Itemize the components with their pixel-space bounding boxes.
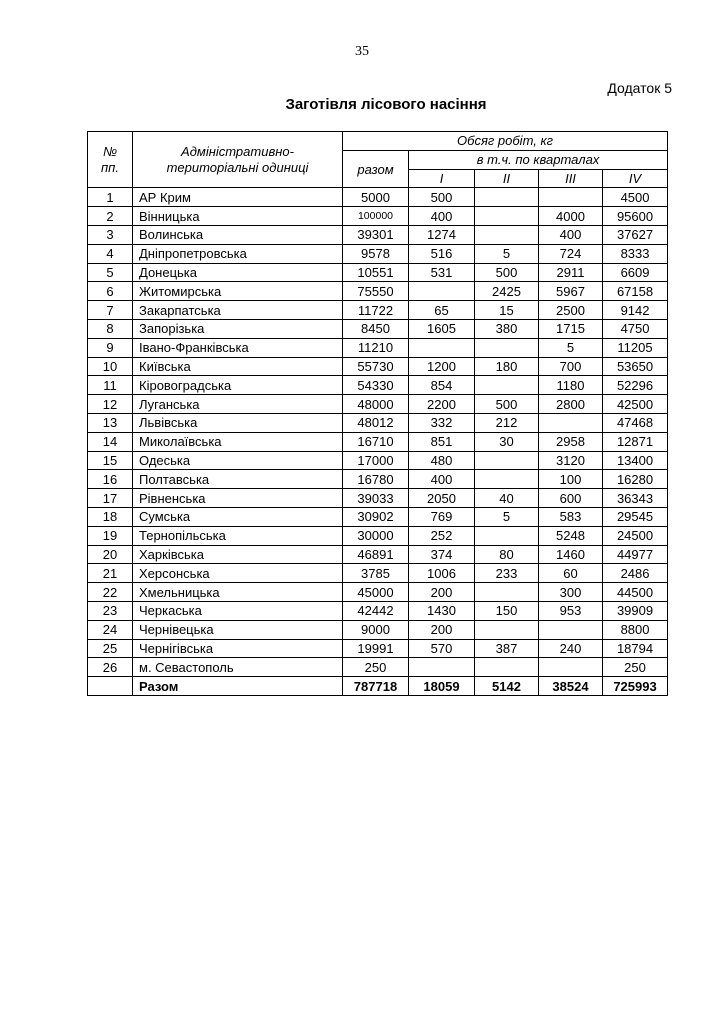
row-q3 <box>539 413 603 432</box>
row-q2: 2425 <box>475 282 539 301</box>
row-q1: 400 <box>409 470 475 489</box>
row-q3: 5 <box>539 338 603 357</box>
row-total: 46891 <box>343 545 409 564</box>
row-region: Чернігівська <box>133 639 343 658</box>
row-num: 10 <box>88 357 133 376</box>
row-q4: 36343 <box>603 489 668 508</box>
row-q1: 200 <box>409 583 475 602</box>
total-row <box>88 677 668 696</box>
row-num: 4 <box>88 244 133 263</box>
row-q3: 5248 <box>539 526 603 545</box>
row-q2 <box>475 188 539 207</box>
row-total: 75550 <box>343 282 409 301</box>
row-q4: 95600 <box>603 207 668 226</box>
total-total: 787718 <box>343 677 409 696</box>
table-row <box>88 263 668 282</box>
row-q4: 18794 <box>603 639 668 658</box>
row-q1: 516 <box>409 244 475 263</box>
row-num: 13 <box>88 413 133 432</box>
row-q4: 4750 <box>603 319 668 338</box>
row-num: 15 <box>88 451 133 470</box>
row-region: Дніпропетровська <box>133 244 343 263</box>
row-q3: 1460 <box>539 545 603 564</box>
table-row <box>88 376 668 395</box>
row-q4: 37627 <box>603 225 668 244</box>
row-q4: 12871 <box>603 432 668 451</box>
row-q4: 8333 <box>603 244 668 263</box>
table-row <box>88 319 668 338</box>
document-title: Заготівля лісового насіння <box>285 96 487 113</box>
row-q1: 1605 <box>409 319 475 338</box>
row-num: 26 <box>88 658 133 677</box>
row-q1: 769 <box>409 507 475 526</box>
header-unit-line1: Адміністративно- <box>181 143 294 159</box>
row-q4: 4500 <box>603 188 668 207</box>
row-num: 5 <box>88 263 133 282</box>
row-q3: 1715 <box>539 319 603 338</box>
row-q4: 67158 <box>603 282 668 301</box>
row-q3: 2958 <box>539 432 603 451</box>
row-q3: 300 <box>539 583 603 602</box>
row-q2: 500 <box>475 395 539 414</box>
row-q1: 400 <box>409 207 475 226</box>
row-q1: 851 <box>409 432 475 451</box>
row-region: Тернопільська <box>133 526 343 545</box>
row-q4: 52296 <box>603 376 668 395</box>
row-q3: 400 <box>539 225 603 244</box>
row-q2 <box>475 658 539 677</box>
table-row <box>88 207 668 226</box>
table-body <box>88 188 668 696</box>
table-row <box>88 526 668 545</box>
row-num: 3 <box>88 225 133 244</box>
total-q1: 18059 <box>409 677 475 696</box>
row-num: 11 <box>88 376 133 395</box>
row-total: 10551 <box>343 263 409 282</box>
row-num: 1 <box>88 188 133 207</box>
row-q3: 600 <box>539 489 603 508</box>
row-num: 9 <box>88 338 133 357</box>
table-row <box>88 507 668 526</box>
table-row <box>88 545 668 564</box>
row-q4: 11205 <box>603 338 668 357</box>
row-num: 18 <box>88 507 133 526</box>
row-q4: 53650 <box>603 357 668 376</box>
header-unit-line2: територіальні одиниці <box>166 159 309 175</box>
page-number: 35 <box>355 44 369 59</box>
row-total: 8450 <box>343 319 409 338</box>
row-region: Хмельницька <box>133 583 343 602</box>
row-q4: 13400 <box>603 451 668 470</box>
table-row <box>88 489 668 508</box>
row-region: Херсонська <box>133 564 343 583</box>
row-num: 8 <box>88 319 133 338</box>
header-quarters: в т.ч. по кварталах <box>409 150 668 169</box>
row-q2: 150 <box>475 601 539 620</box>
table-row <box>88 188 668 207</box>
table-row <box>88 639 668 658</box>
row-region: АР Крим <box>133 188 343 207</box>
header-volume: Обсяг робіт, кг <box>343 132 668 151</box>
row-q2: 15 <box>475 301 539 320</box>
table-row <box>88 620 668 639</box>
row-q1: 480 <box>409 451 475 470</box>
appendix-label: Додаток 5 <box>607 80 672 96</box>
row-num: 6 <box>88 282 133 301</box>
header-num-line2: пп. <box>101 159 119 175</box>
table-row <box>88 338 668 357</box>
row-q1: 1006 <box>409 564 475 583</box>
row-q2: 380 <box>475 319 539 338</box>
total-label: Разом <box>133 677 343 696</box>
row-q1: 854 <box>409 376 475 395</box>
row-total: 48012 <box>343 413 409 432</box>
row-region: Волинська <box>133 225 343 244</box>
row-region: Миколаївська <box>133 432 343 451</box>
row-total: 39301 <box>343 225 409 244</box>
row-q2: 5 <box>475 507 539 526</box>
row-q4: 42500 <box>603 395 668 414</box>
row-q4: 16280 <box>603 470 668 489</box>
row-q2: 80 <box>475 545 539 564</box>
row-q1: 65 <box>409 301 475 320</box>
row-q2 <box>475 225 539 244</box>
row-q2: 40 <box>475 489 539 508</box>
row-q3: 240 <box>539 639 603 658</box>
row-q4: 2486 <box>603 564 668 583</box>
row-q2 <box>475 583 539 602</box>
row-num: 22 <box>88 583 133 602</box>
row-total: 3785 <box>343 564 409 583</box>
row-region: Черкаська <box>133 601 343 620</box>
table-header <box>88 132 668 188</box>
row-q1: 500 <box>409 188 475 207</box>
row-q2 <box>475 338 539 357</box>
row-q2 <box>475 526 539 545</box>
row-q3 <box>539 188 603 207</box>
table-row <box>88 225 668 244</box>
row-region: Одеська <box>133 451 343 470</box>
row-q3: 2500 <box>539 301 603 320</box>
row-q1: 332 <box>409 413 475 432</box>
row-q1 <box>409 338 475 357</box>
table-row <box>88 583 668 602</box>
total-q2: 5142 <box>475 677 539 696</box>
row-q1 <box>409 658 475 677</box>
table-row <box>88 451 668 470</box>
row-q3: 60 <box>539 564 603 583</box>
row-q3: 1180 <box>539 376 603 395</box>
row-q4: 44500 <box>603 583 668 602</box>
row-total: 45000 <box>343 583 409 602</box>
header-q3: III <box>539 169 603 188</box>
row-num: 7 <box>88 301 133 320</box>
row-region: Львівська <box>133 413 343 432</box>
row-q2 <box>475 376 539 395</box>
header-total: разом <box>343 150 409 188</box>
row-region: Сумська <box>133 507 343 526</box>
row-num: 17 <box>88 489 133 508</box>
row-q1: 200 <box>409 620 475 639</box>
row-q1: 1200 <box>409 357 475 376</box>
row-region: Закарпатська <box>133 301 343 320</box>
row-region: Київська <box>133 357 343 376</box>
row-region: Полтавська <box>133 470 343 489</box>
row-q3: 2911 <box>539 263 603 282</box>
row-q2 <box>475 207 539 226</box>
row-q4: 9142 <box>603 301 668 320</box>
row-region: Харківська <box>133 545 343 564</box>
table-row <box>88 282 668 301</box>
row-q2 <box>475 451 539 470</box>
row-num: 16 <box>88 470 133 489</box>
row-num: 20 <box>88 545 133 564</box>
row-region: Кіровоградська <box>133 376 343 395</box>
row-q3: 4000 <box>539 207 603 226</box>
row-q2: 387 <box>475 639 539 658</box>
total-q3: 38524 <box>539 677 603 696</box>
row-q4: 47468 <box>603 413 668 432</box>
row-region: Івано-Франківська <box>133 338 343 357</box>
row-total: 54330 <box>343 376 409 395</box>
row-q4: 250 <box>603 658 668 677</box>
row-total: 17000 <box>343 451 409 470</box>
table-row <box>88 470 668 489</box>
row-q2 <box>475 470 539 489</box>
row-total: 5000 <box>343 188 409 207</box>
seed-harvest-table <box>87 131 668 696</box>
row-total: 30000 <box>343 526 409 545</box>
row-region: м. Севастополь <box>133 658 343 677</box>
row-num: 25 <box>88 639 133 658</box>
row-total: 9578 <box>343 244 409 263</box>
row-region: Чернівецька <box>133 620 343 639</box>
row-q2: 30 <box>475 432 539 451</box>
row-q4: 29545 <box>603 507 668 526</box>
row-q3: 724 <box>539 244 603 263</box>
table-row <box>88 432 668 451</box>
row-q2: 5 <box>475 244 539 263</box>
row-q4: 6609 <box>603 263 668 282</box>
table-row <box>88 601 668 620</box>
row-region: Житомирська <box>133 282 343 301</box>
row-q3: 3120 <box>539 451 603 470</box>
row-total: 39033 <box>343 489 409 508</box>
row-total: 55730 <box>343 357 409 376</box>
row-total: 19991 <box>343 639 409 658</box>
row-num: 23 <box>88 601 133 620</box>
row-q3 <box>539 658 603 677</box>
table-row <box>88 658 668 677</box>
row-total: 42442 <box>343 601 409 620</box>
row-q1: 252 <box>409 526 475 545</box>
row-region: Вінницька <box>133 207 343 226</box>
row-q2: 212 <box>475 413 539 432</box>
row-q1 <box>409 282 475 301</box>
row-num: 21 <box>88 564 133 583</box>
header-num <box>88 132 133 188</box>
row-region: Донецька <box>133 263 343 282</box>
row-num: 19 <box>88 526 133 545</box>
row-total: 100000 <box>343 207 409 226</box>
row-q1: 570 <box>409 639 475 658</box>
row-q4: 8800 <box>603 620 668 639</box>
header-q1: I <box>409 169 475 188</box>
row-q2 <box>475 620 539 639</box>
total-q4: 725993 <box>603 677 668 696</box>
table-row <box>88 357 668 376</box>
row-total: 9000 <box>343 620 409 639</box>
row-q3: 5967 <box>539 282 603 301</box>
row-total: 16710 <box>343 432 409 451</box>
row-total: 11210 <box>343 338 409 357</box>
header-num-line1: № <box>102 143 118 159</box>
row-region: Запорізька <box>133 319 343 338</box>
header-unit <box>133 132 343 188</box>
row-num: 24 <box>88 620 133 639</box>
row-q1: 531 <box>409 263 475 282</box>
row-q1: 1274 <box>409 225 475 244</box>
table-row <box>88 395 668 414</box>
header-q4: IV <box>603 169 668 188</box>
row-region: Рівненська <box>133 489 343 508</box>
row-total: 30902 <box>343 507 409 526</box>
row-q3: 100 <box>539 470 603 489</box>
row-q1: 2200 <box>409 395 475 414</box>
row-q1: 1430 <box>409 601 475 620</box>
row-q1: 2050 <box>409 489 475 508</box>
row-q3: 700 <box>539 357 603 376</box>
table-row <box>88 301 668 320</box>
row-q2: 500 <box>475 263 539 282</box>
row-total: 48000 <box>343 395 409 414</box>
row-num: 14 <box>88 432 133 451</box>
row-num: 12 <box>88 395 133 414</box>
row-region: Луганська <box>133 395 343 414</box>
row-q2: 233 <box>475 564 539 583</box>
row-total: 250 <box>343 658 409 677</box>
table-row <box>88 564 668 583</box>
table-row <box>88 244 668 263</box>
row-q3 <box>539 620 603 639</box>
row-q3: 953 <box>539 601 603 620</box>
row-total: 16780 <box>343 470 409 489</box>
row-q1: 374 <box>409 545 475 564</box>
row-q4: 44977 <box>603 545 668 564</box>
row-q3: 583 <box>539 507 603 526</box>
row-num: 2 <box>88 207 133 226</box>
row-total: 11722 <box>343 301 409 320</box>
row-q4: 39909 <box>603 601 668 620</box>
header-q2: II <box>475 169 539 188</box>
table-row <box>88 413 668 432</box>
row-q4: 24500 <box>603 526 668 545</box>
row-q3: 2800 <box>539 395 603 414</box>
row-q2: 180 <box>475 357 539 376</box>
total-num <box>88 677 133 696</box>
